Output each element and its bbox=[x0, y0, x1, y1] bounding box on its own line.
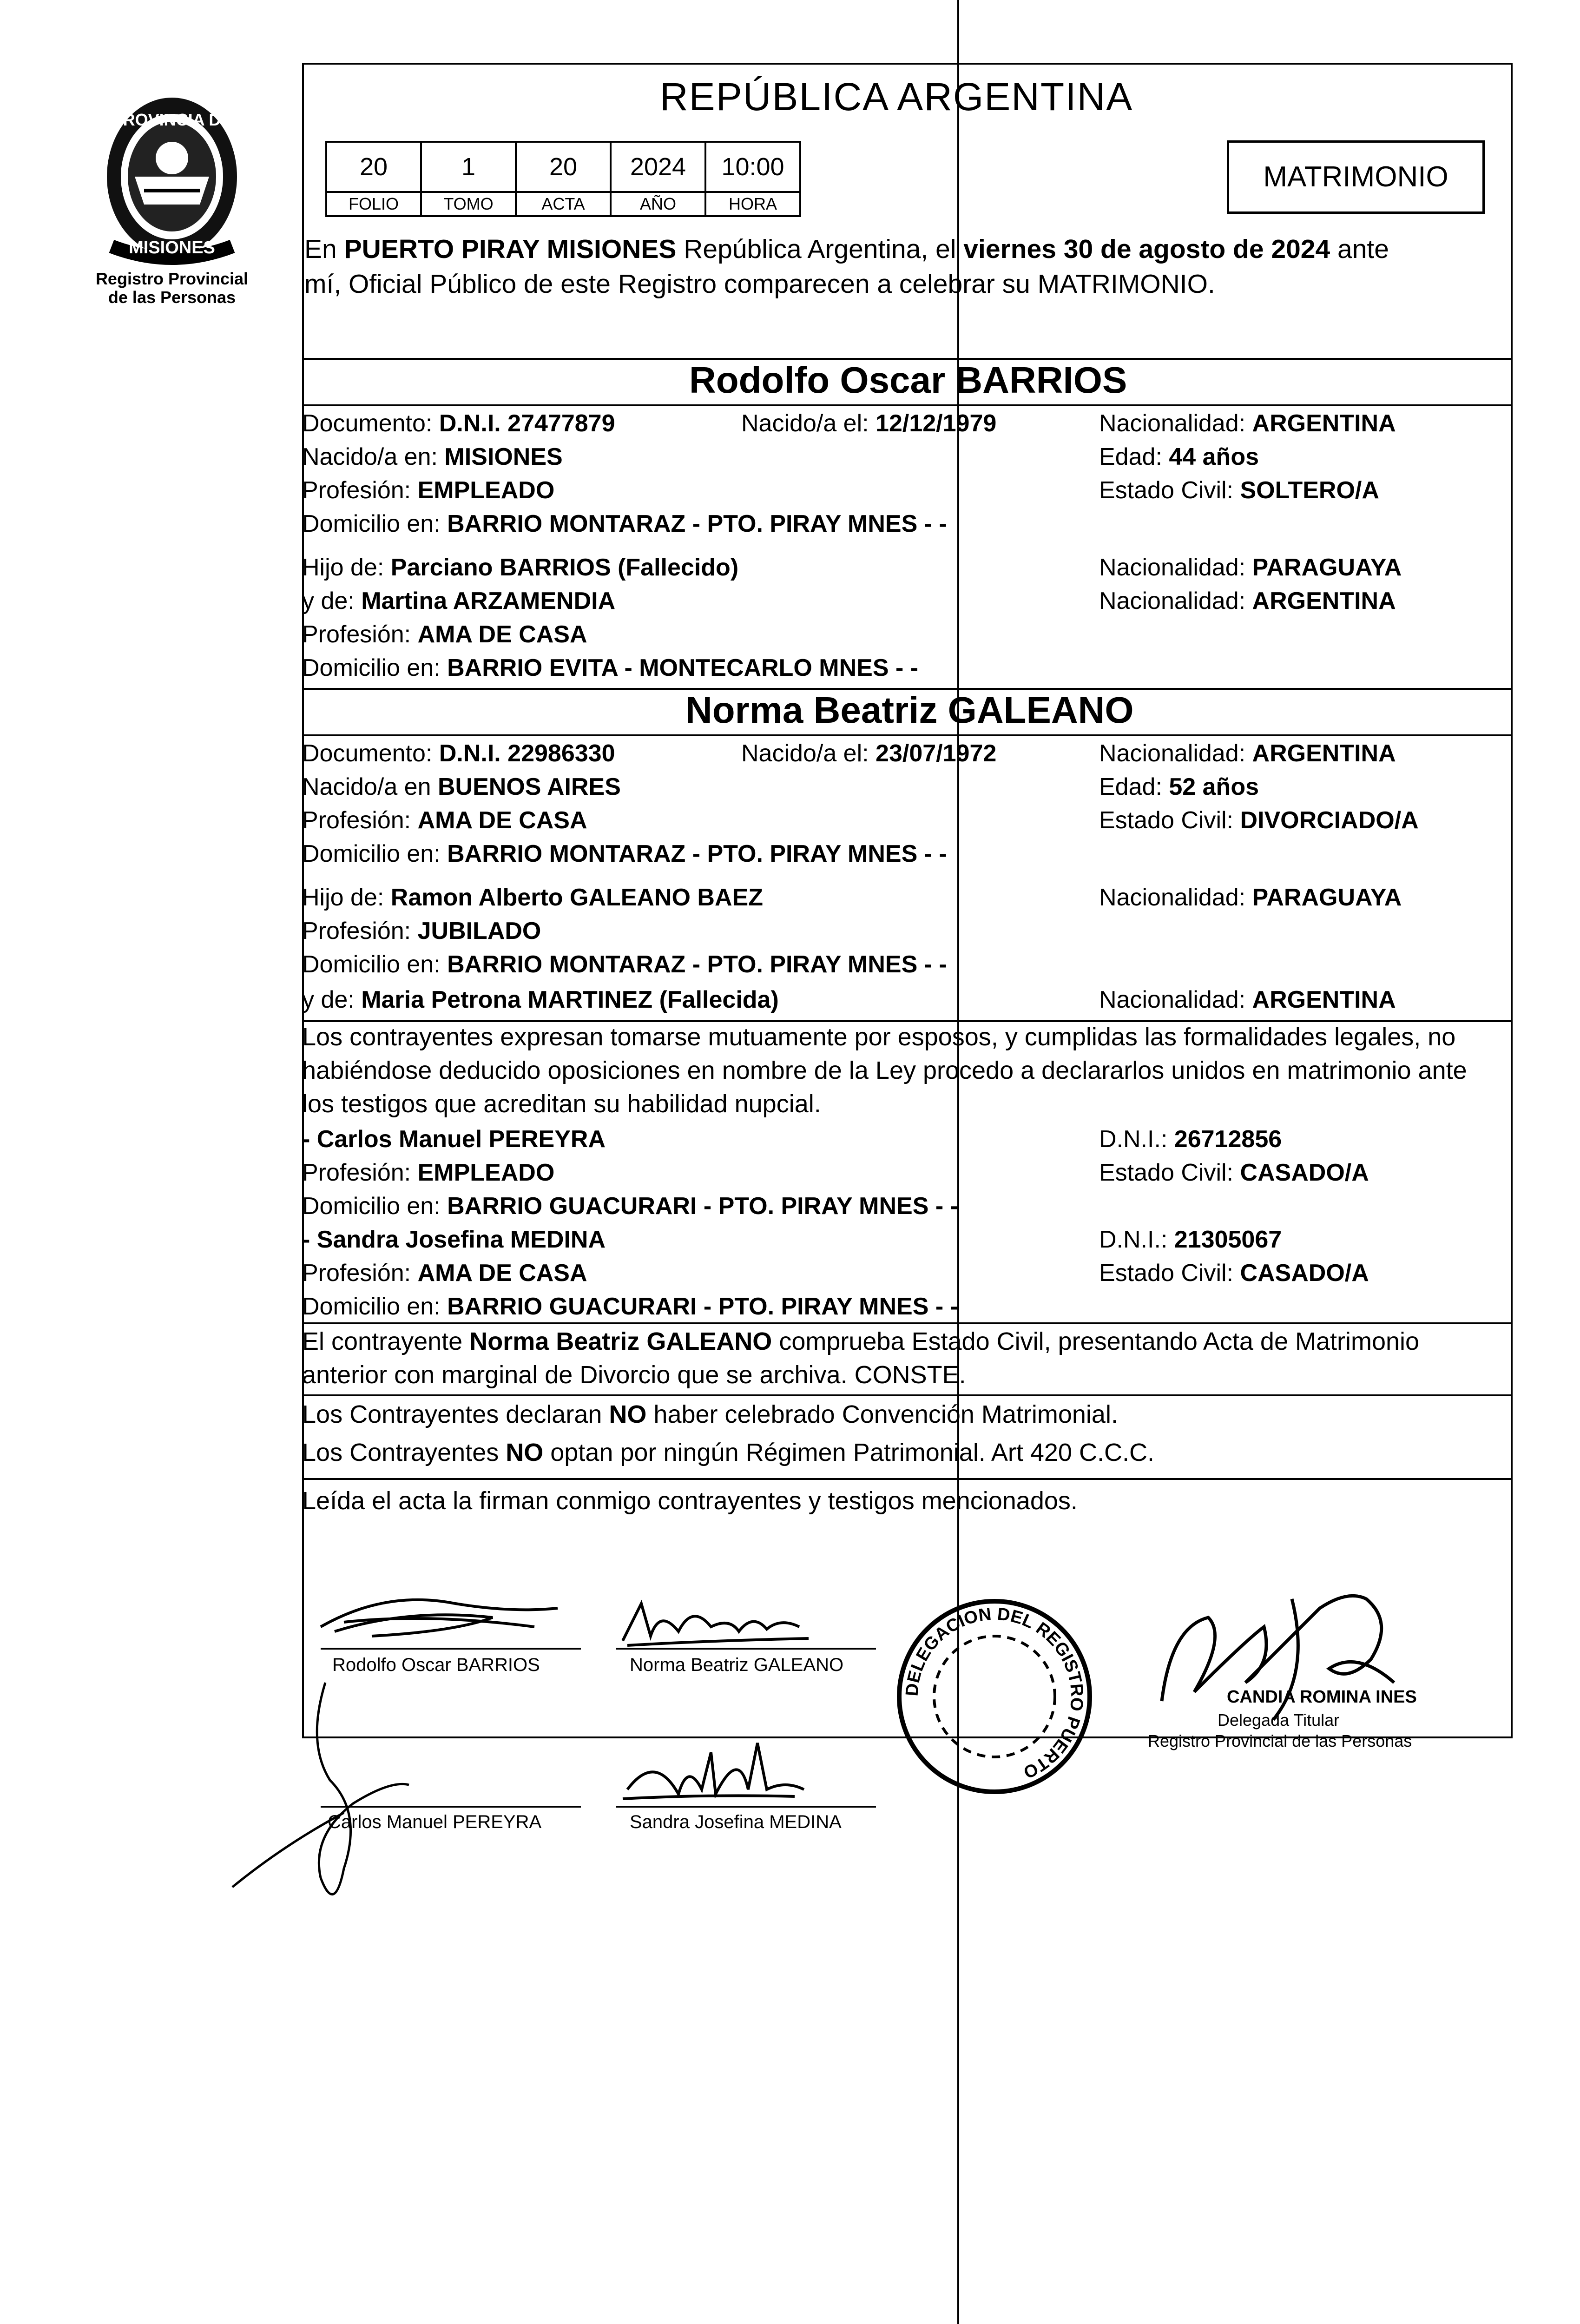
section-rule bbox=[302, 1478, 1513, 1480]
bride-address: Domicilio en: BARRIO MONTARAZ - PTO. PIRAY MNES - - bbox=[302, 840, 947, 867]
acta-label: ACTA bbox=[516, 192, 611, 216]
groom-birthplace: Nacido/a en: MISIONES bbox=[302, 443, 563, 470]
witness2-civil-status: Estado Civil: CASADO/A bbox=[1099, 1260, 1369, 1287]
witness1-sign-caption: Carlos Manuel PEREYRA bbox=[328, 1812, 542, 1832]
note-line2: anterior con marginal de Divorcio que se archiva. CONSTE. bbox=[302, 1361, 966, 1389]
seal-text-top: PROVINCIA DE bbox=[112, 110, 232, 129]
folio-label: FOLIO bbox=[326, 192, 421, 216]
declaration-line1: Los contrayentes expresan tomarse mutuamente por esposos, y cumplidas las formalidades legales, no bbox=[302, 1023, 1456, 1051]
bride-civil-status: Estado Civil: DIVORCIADO/A bbox=[1099, 807, 1419, 834]
section-rule bbox=[302, 1020, 1513, 1022]
anio-value: 2024 bbox=[611, 142, 705, 192]
witness1-signature bbox=[214, 1673, 474, 1934]
folio-value: 20 bbox=[326, 142, 421, 192]
declaration-line2: habiéndose deducido oposiciones en nombre de la Ley procedo a declararlos unidos en matrimonio ante bbox=[302, 1056, 1467, 1084]
province-seal-icon bbox=[79, 93, 265, 279]
acta-value: 20 bbox=[516, 142, 611, 192]
bride-signature bbox=[613, 1590, 846, 1655]
officer-name: CANDIA ROMINA INES bbox=[1227, 1687, 1417, 1707]
bride-father-nationality: Nacionalidad: PARAGUAYA bbox=[1099, 884, 1402, 911]
section-rule bbox=[302, 1394, 1513, 1396]
groom-signature bbox=[316, 1580, 576, 1650]
closing-line: Leída el acta la firman conmigo contrayentes y testigos mencionados. bbox=[302, 1487, 1078, 1515]
officer-office: Registro Provincial de las Personas bbox=[1148, 1731, 1412, 1750]
register-table bbox=[325, 141, 801, 217]
witness2-address: Domicilio en: BARRIO GUACURARI - PTO. PIRAY MNES - - bbox=[302, 1293, 958, 1320]
act-type-box: MATRIMONIO bbox=[1227, 140, 1485, 214]
witness2-sign-caption: Sandra Josefina MEDINA bbox=[630, 1812, 842, 1832]
bride-father: Hijo de: Ramon Alberto GALEANO BAEZ bbox=[302, 884, 763, 911]
logo-caption bbox=[74, 270, 270, 307]
intro-line1: En PUERTO PIRAY MISIONES República Argentina, el viernes 30 de agosto de 2024 ante bbox=[304, 234, 1389, 264]
groom-father: Hijo de: Parciano BARRIOS (Fallecido) bbox=[302, 554, 739, 581]
groom-birth: Nacido/a el: 12/12/1979 bbox=[741, 410, 997, 437]
bride-mother-nationality: Nacionalidad: ARGENTINA bbox=[1099, 986, 1396, 1013]
witness1-sign-line bbox=[321, 1806, 581, 1808]
witness1-name: - Carlos Manuel PEREYRA bbox=[302, 1126, 606, 1153]
bride-sign-caption: Norma Beatriz GALEANO bbox=[630, 1655, 844, 1675]
bride-sign-line bbox=[616, 1648, 876, 1650]
hora-value: 10:00 bbox=[705, 142, 800, 192]
official-stamp bbox=[892, 1594, 1097, 1799]
section-rule bbox=[302, 404, 1513, 406]
bride-father-profession: Profesión: JUBILADO bbox=[302, 918, 541, 944]
groom-sign-line bbox=[321, 1648, 581, 1650]
witness1-dni: D.N.I.: 26712856 bbox=[1099, 1126, 1282, 1153]
note-line1: El contrayente Norma Beatriz GALEANO comprueba Estado Civil, presentando Acta de Matrimonio bbox=[302, 1327, 1420, 1355]
bride-age: Edad: 52 años bbox=[1099, 773, 1259, 800]
groom-mother-nationality: Nacionalidad: ARGENTINA bbox=[1099, 588, 1396, 614]
hora-label: HORA bbox=[705, 192, 800, 216]
witness1-profession: Profesión: EMPLEADO bbox=[302, 1159, 555, 1186]
bride-name: Norma Beatriz GALEANO bbox=[685, 689, 1134, 731]
convention-line1: Los Contrayentes declaran NO haber celebrado Convención Matrimonial. bbox=[302, 1400, 1118, 1428]
groom-father-nationality: Nacionalidad: PARAGUAYA bbox=[1099, 554, 1402, 581]
groom-parents-address: Domicilio en: BARRIO EVITA - MONTECARLO MNES - - bbox=[302, 654, 919, 681]
officer-title: Delegada Titular bbox=[1218, 1710, 1340, 1730]
convention-line2: Los Contrayentes NO optan por ningún Régimen Patrimonial. Art 420 C.C.C. bbox=[302, 1439, 1154, 1466]
bride-nationality: Nacionalidad: ARGENTINA bbox=[1099, 740, 1396, 767]
groom-nationality: Nacionalidad: ARGENTINA bbox=[1099, 410, 1396, 437]
anio-label: AÑO bbox=[611, 192, 705, 216]
tomo-value: 1 bbox=[421, 142, 516, 192]
stamp-text: DELEGACION DEL REGISTRO PUERTO bbox=[902, 1604, 1087, 1783]
witness2-sign-line bbox=[616, 1806, 876, 1808]
bride-father-address: Domicilio en: BARRIO MONTARAZ - PTO. PIRAY MNES - - bbox=[302, 951, 947, 978]
groom-civil-status: Estado Civil: SOLTERO/A bbox=[1099, 477, 1379, 504]
groom-name: Rodolfo Oscar BARRIOS bbox=[689, 359, 1127, 401]
witness1-civil-status: Estado Civil: CASADO/A bbox=[1099, 1159, 1369, 1186]
scan-vertical-line bbox=[957, 0, 959, 2324]
bride-mother: y de: Maria Petrona MARTINEZ (Fallecida) bbox=[302, 986, 779, 1013]
declaration-line3: los testigos que acreditan su habilidad nupcial. bbox=[302, 1090, 821, 1118]
groom-parents-profession: Profesión: AMA DE CASA bbox=[302, 621, 587, 648]
groom-profession: Profesión: EMPLEADO bbox=[302, 477, 555, 504]
groom-sign-caption: Rodolfo Oscar BARRIOS bbox=[332, 1655, 540, 1675]
groom-age: Edad: 44 años bbox=[1099, 443, 1259, 470]
witness1-address: Domicilio en: BARRIO GUACURARI - PTO. PIRAY MNES - - bbox=[302, 1193, 958, 1220]
witness2-name: - Sandra Josefina MEDINA bbox=[302, 1226, 606, 1253]
seal-text-bottom: MISIONES bbox=[129, 238, 215, 257]
witness2-signature bbox=[618, 1734, 813, 1808]
witness2-profession: Profesión: AMA DE CASA bbox=[302, 1260, 587, 1287]
groom-address: Domicilio en: BARRIO MONTARAZ - PTO. PIRAY MNES - - bbox=[302, 510, 947, 537]
tomo-label: TOMO bbox=[421, 192, 516, 216]
bride-document: Documento: D.N.I. 22986330 bbox=[302, 740, 615, 767]
logo-caption-line2: de las Personas bbox=[108, 288, 236, 307]
groom-document: Documento: D.N.I. 27477879 bbox=[302, 410, 615, 437]
bride-profession: Profesión: AMA DE CASA bbox=[302, 807, 587, 834]
groom-mother: y de: Martina ARZAMENDIA bbox=[302, 588, 616, 614]
bride-birth: Nacido/a el: 23/07/1972 bbox=[741, 740, 997, 767]
section-rule bbox=[302, 1322, 1513, 1324]
intro-line2: mí, Oficial Público de este Registro comparecen a celebrar su MATRIMONIO. bbox=[304, 269, 1215, 299]
svg-text:DELEGACION DEL REGISTRO PUERTO bbox=[902, 1604, 1087, 1783]
logo-caption-line1: Registro Provincial bbox=[95, 269, 249, 288]
section-rule bbox=[302, 734, 1513, 736]
bride-birthplace: Nacido/a en BUENOS AIRES bbox=[302, 773, 621, 800]
page-title: REPÚBLICA ARGENTINA bbox=[660, 75, 1133, 119]
witness2-dni: D.N.I.: 21305067 bbox=[1099, 1226, 1282, 1253]
